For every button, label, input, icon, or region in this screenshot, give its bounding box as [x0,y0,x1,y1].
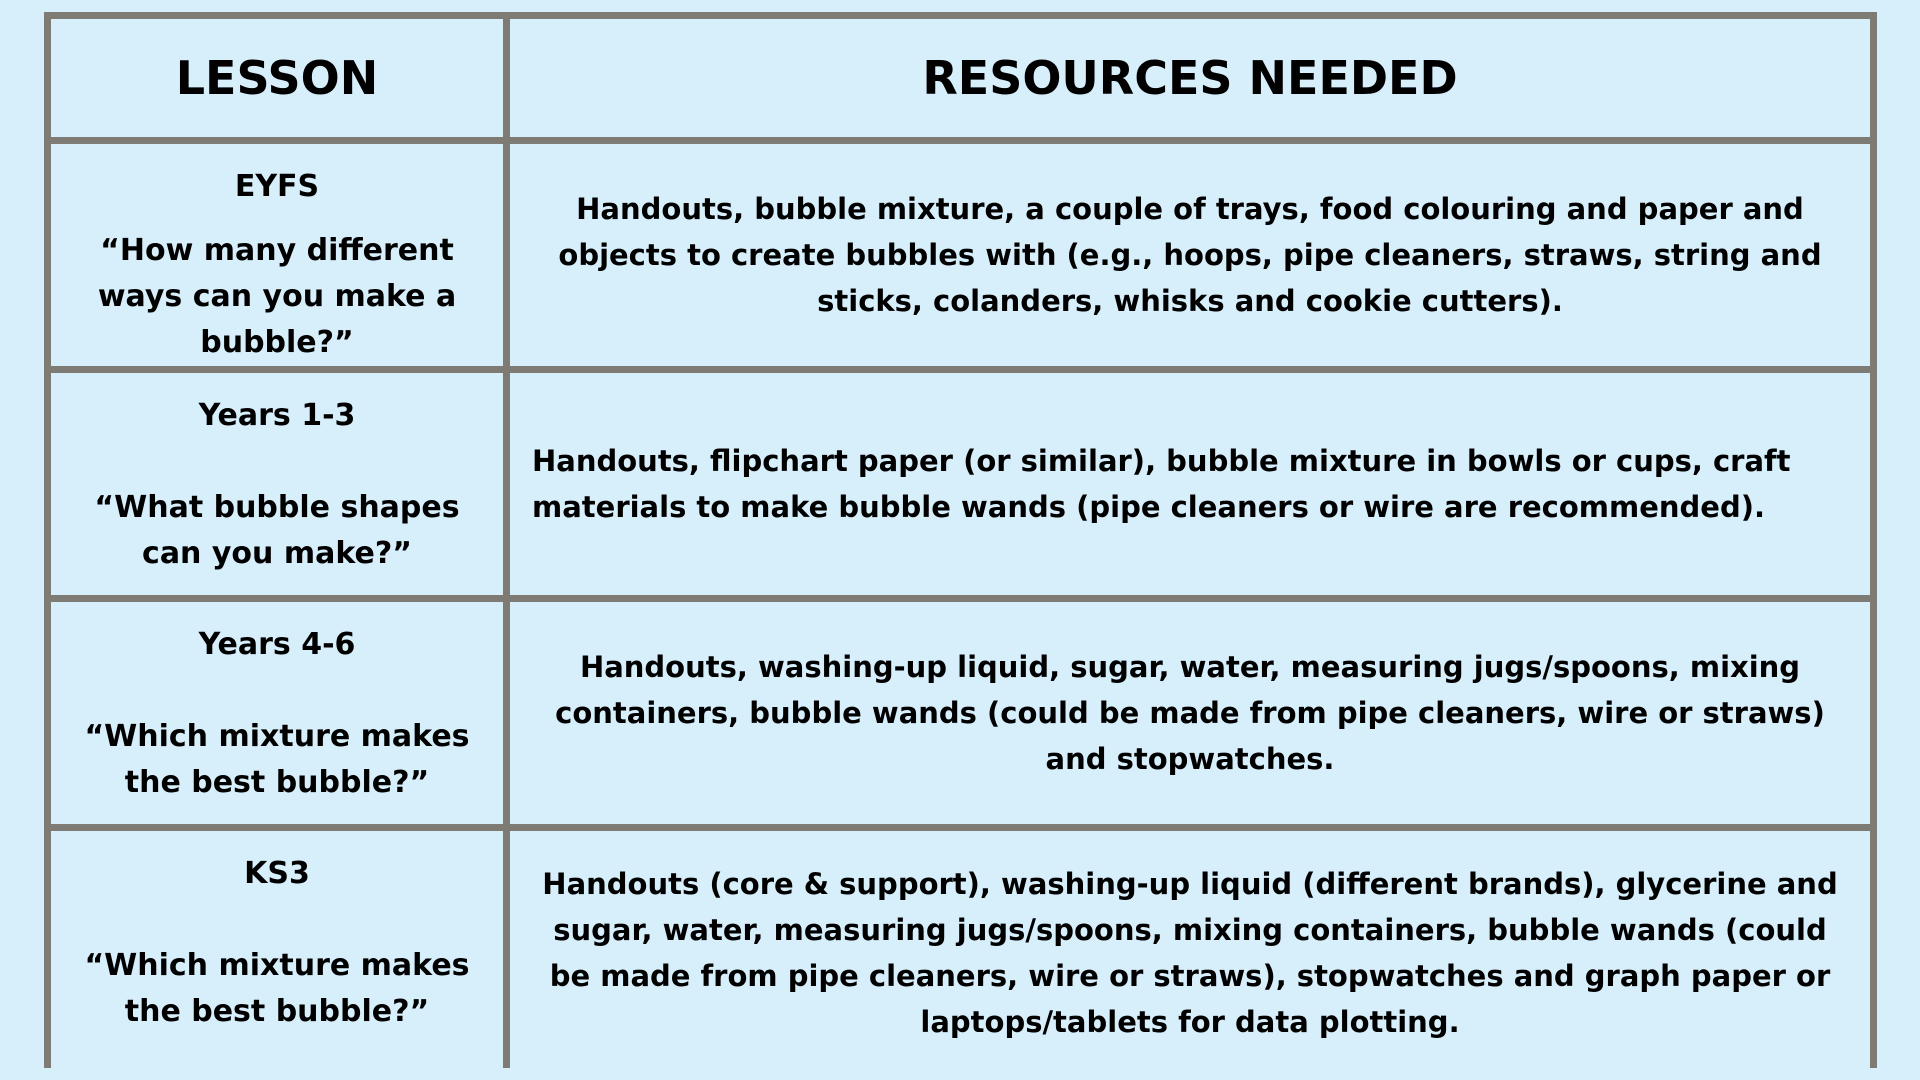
lesson-cell-years-4-6 [51,602,503,824]
lesson-cell-eyfs [51,144,503,366]
lesson-question: “Which mixture makes the best bubble?” [84,719,470,800]
lesson-level: EYFS [234,169,320,204]
resources-cell-ks3 [510,831,1870,1075]
header-resources-needed: RESOURCES NEEDED [510,19,1870,137]
lesson-cell-ks3 [51,831,503,1075]
lesson-cell-years-1-3 [51,373,503,595]
resources-text: Handouts (core & support), washing-up liquid (different brands), glycerine and sugar, water, measuring jugs/spoons, mixing containers, bubble wands (could be made from pipe cleaners, wire or straws), stopwatches and graph paper or laptops/tablets for data plotting. [542,867,1838,1039]
lesson-level: Years 1-3 [198,398,356,433]
lesson-level: KS3 [244,856,310,891]
resources-cell-years-1-3 [510,373,1870,595]
resources-table [44,12,1877,1068]
resources-text: Handouts, bubble mixture, a couple of trays, food colouring and paper and objects to create bubbles with (e.g., hoops, pipe cleaners, straws, string and sticks, colanders, whisks and cookie cutters). [558,192,1822,318]
resources-cell-years-4-6 [510,602,1870,824]
resources-text: Handouts, washing-up liquid, sugar, water, measuring jugs/spoons, mixing containers, bubble wands (could be made from pipe cleaners, wire or straws) and stopwatches. [555,650,1825,776]
lesson-question: “Which mixture makes the best bubble?” [84,948,470,1029]
lesson-level: Years 4-6 [198,627,356,662]
header-lesson: LESSON [51,19,503,137]
lesson-question: “How many different ways can you make a bubble?” [97,233,457,360]
resources-text: Handouts, flipchart paper (or similar), bubble mixture in bowls or cups, craft materials to make bubble wands (pipe cleaners or wire are recommended). [532,444,1791,524]
resources-cell-eyfs [510,144,1870,366]
lesson-question: “What bubble shapes can you make?” [94,490,460,571]
